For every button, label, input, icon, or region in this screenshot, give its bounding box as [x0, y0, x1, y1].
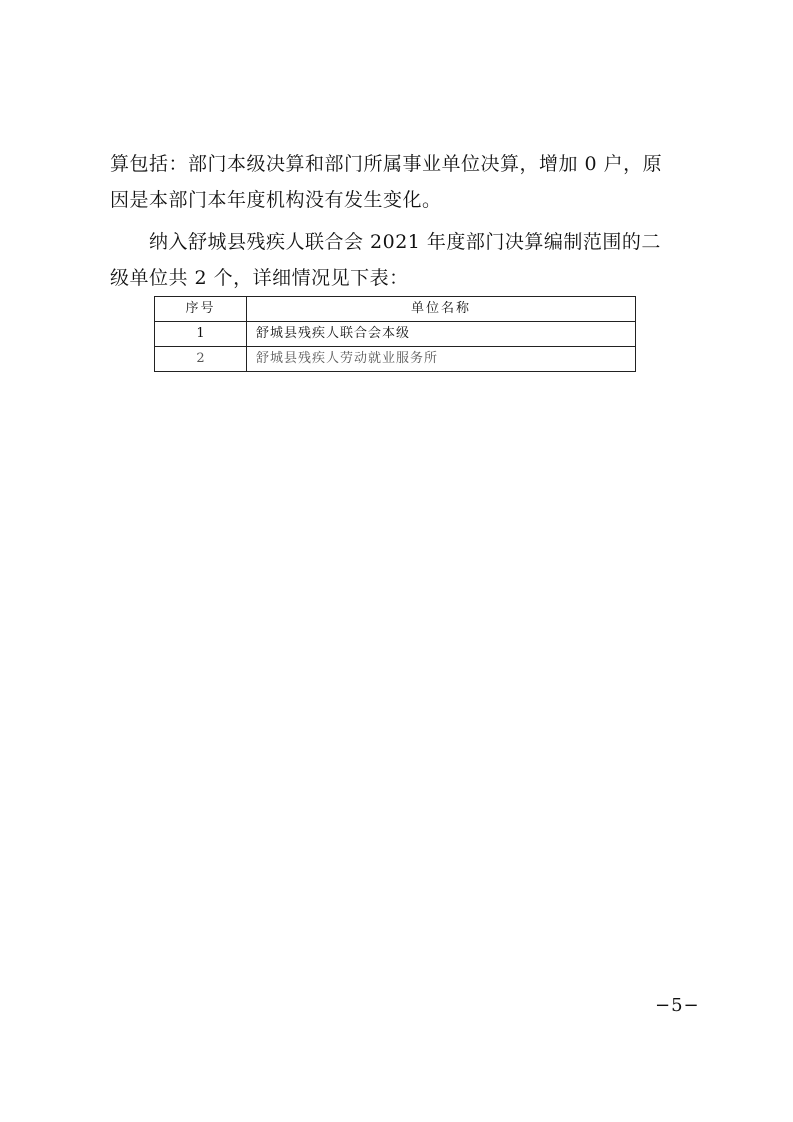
row-index: 2 [155, 347, 247, 372]
units-table [154, 296, 636, 372]
table-row [155, 347, 636, 372]
page-number: −5− [655, 995, 700, 1016]
paragraph-line: 纳入舒城县残疾人联合会 2021 年度部门决算编制范围的二 [110, 231, 661, 253]
row-unit-name: 舒城县残疾人联合会本级 [247, 322, 636, 347]
row-unit-name: 舒城县残疾人劳动就业服务所 [247, 347, 636, 372]
body-paragraph-scope [110, 146, 690, 218]
paragraph-line: 因是本部门本年度机构没有发生变化。 [110, 189, 442, 211]
paragraph-line: 级单位共 2 个，详细情况见下表： [110, 267, 409, 289]
body-paragraph-units [110, 224, 690, 296]
table-row [155, 322, 636, 347]
row-index: 1 [155, 322, 247, 347]
column-header-index: 序号 [155, 297, 247, 322]
column-header-unit-name: 单位名称 [247, 297, 636, 322]
paragraph-line: 算包括：部门本级决算和部门所属事业单位决算，增加 0 户，原 [110, 153, 663, 175]
table-header-row [155, 297, 636, 322]
